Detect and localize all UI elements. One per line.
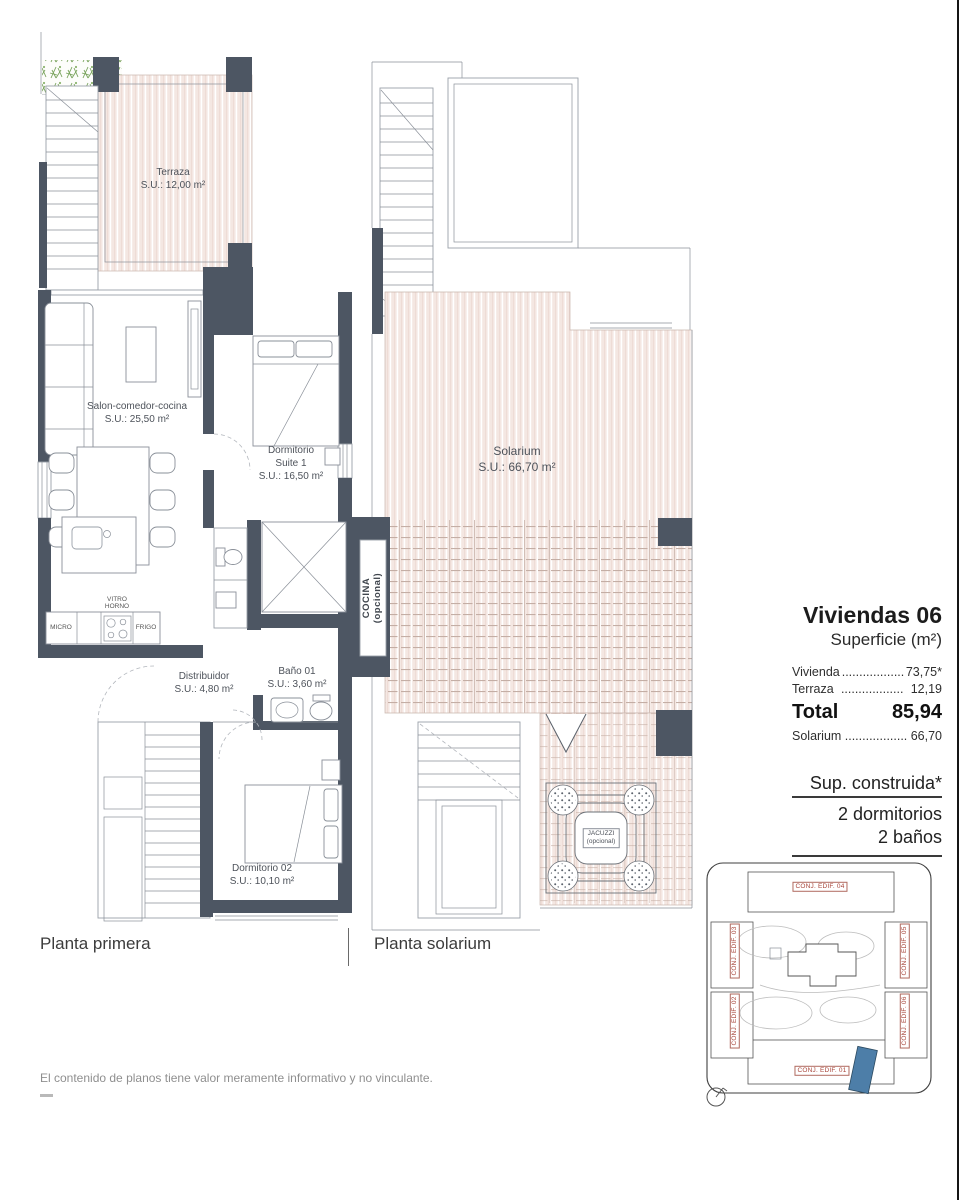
row-value: 12,19: [910, 682, 942, 697]
wall-segment: [200, 722, 213, 917]
surface-row-solarium: [792, 728, 942, 745]
window: [38, 462, 51, 518]
surface-row-terraza: [792, 681, 942, 698]
toilet-bowl: [310, 702, 332, 720]
wall-segment: [203, 267, 253, 335]
wall-segment: [658, 518, 692, 546]
info-panel: [792, 603, 942, 857]
dining-chair: [49, 453, 74, 473]
nightstand: [325, 448, 340, 465]
surface-table: [792, 664, 942, 698]
unit-title: Viviendas 06: [803, 602, 942, 628]
row-value: 66,70: [910, 729, 942, 744]
stairs-top: [46, 86, 98, 290]
room-label-dormitorio02: [230, 862, 294, 888]
surface-row-vivienda: [792, 664, 942, 681]
unit-subtitle: Superficie (m²): [830, 630, 942, 650]
row-value: 73,75*: [905, 665, 942, 680]
door-arc: [214, 434, 250, 470]
site-label-edif-03: CONJ. EDIF. 03: [730, 923, 740, 978]
void-opening: [448, 78, 578, 248]
room-label-terraza: [141, 166, 205, 192]
row-dots: ..................: [840, 682, 904, 697]
wall-segment: [38, 645, 203, 658]
room-area: S.U.: 10,10 m²: [229, 876, 295, 887]
kitchen-sink: [72, 527, 102, 549]
room-label-suite: [259, 444, 323, 483]
room-label-bano01: [268, 665, 327, 691]
disclaimer-dash: [40, 1094, 53, 1097]
room-name: Distribuidor: [178, 671, 230, 682]
built-summary: [792, 773, 942, 857]
window: [51, 290, 203, 295]
room-name: Salon-comedor-cocina: [86, 401, 188, 412]
wall-segment: [656, 710, 692, 756]
surface-total-row: [792, 701, 942, 724]
room-label-salon: [87, 400, 187, 426]
room-name: Baño 01: [278, 666, 316, 677]
room-area: S.U.: 16,50 m²: [258, 471, 324, 482]
jacuzzi-seat-dots: [627, 864, 652, 889]
jacuzzi-seat-dots: [551, 864, 576, 889]
pillow: [324, 789, 338, 821]
room-label-cocina-opcional: COCINA (opcional): [361, 572, 383, 624]
jacuzzi-seat-dots: [627, 788, 652, 813]
window-lines: [215, 916, 338, 920]
caption-divider: [348, 928, 349, 966]
pillow: [324, 826, 338, 858]
site-label-edif-04: CONJ. EDIF. 04: [792, 882, 847, 892]
appliance-label-frigo: FRIGO: [135, 624, 157, 631]
door-arc: [219, 722, 256, 759]
stairs-bottom: [98, 722, 210, 918]
wall-segment: [228, 243, 252, 271]
room-label-solarium: [478, 444, 555, 475]
disclaimer-text: El contenido de planos tiene valor meramente informativo y no vinculante.: [40, 1071, 433, 1085]
room-area: S.U.: 25,50 m²: [104, 414, 170, 425]
row-label: Vivienda: [792, 665, 840, 680]
room-label-jacuzzi: JACUZZI (opcional): [583, 828, 620, 848]
row-dots: ..................: [844, 729, 908, 744]
wall-segment: [39, 162, 47, 288]
wall-segment: [203, 470, 214, 528]
stairs-top: [380, 88, 433, 316]
wall-segment: [247, 520, 261, 630]
tv-unit: [188, 301, 201, 397]
site-label-edif-06: CONJ. EDIF. 06: [900, 993, 910, 1048]
room-area: S.U.: 3,60 m²: [267, 679, 327, 690]
built-title: Sup. construida*: [792, 773, 942, 798]
wall-segment: [213, 900, 352, 913]
appliance-label-vitro: VITRO HORNO: [104, 596, 130, 611]
nightstand: [322, 760, 340, 780]
ensuite: [214, 528, 247, 628]
row-label: Terraza: [792, 682, 834, 697]
dining-chair: [150, 453, 175, 473]
room-name: Suite 1: [275, 458, 307, 469]
pillow: [258, 341, 294, 357]
caption-planta-primera: Planta primera: [40, 934, 151, 953]
bedrooms-count: 2 dormitorios: [837, 803, 942, 824]
wall-segment: [226, 57, 252, 92]
wall-segment: [253, 614, 350, 628]
dining-chair: [150, 527, 175, 547]
room-name: Dormitorio: [267, 445, 315, 456]
row-dots: ..................: [841, 665, 904, 680]
toilet-tank: [313, 695, 330, 701]
site-label-edif-01: CONJ. EDIF. 01: [794, 1066, 849, 1076]
site-label-edif-02: CONJ. EDIF. 02: [730, 993, 740, 1048]
total-value: 85,94: [891, 701, 942, 724]
sofa: [45, 303, 93, 455]
surface-table-solarium: [792, 728, 942, 745]
dining-chair: [150, 490, 175, 510]
jacuzzi-seat-dots: [551, 788, 576, 813]
row-label: Solarium: [792, 729, 842, 744]
stairs-bottom: [418, 722, 520, 918]
room-name: Solarium: [493, 444, 541, 458]
coffee-table: [126, 327, 156, 382]
room-area: S.U.: 12,00 m²: [140, 180, 206, 191]
room-area: S.U.: 4,80 m²: [174, 684, 234, 695]
site-label-edif-05: CONJ. EDIF. 05: [900, 923, 910, 978]
door-arc: [98, 666, 154, 722]
wall-segment: [372, 228, 383, 334]
pergola-grid: [385, 520, 692, 713]
baths-count: 2 baños: [792, 827, 942, 857]
wall-segment: [203, 335, 214, 434]
dining-chair: [49, 490, 74, 510]
sheet-right-border: [957, 0, 959, 1200]
room-area: S.U.: 66,70 m²: [478, 459, 556, 474]
toilet-bowl: [224, 550, 242, 565]
room-label-distribuidor: [175, 670, 234, 696]
room-name: Dormitorio 02: [231, 863, 293, 874]
ensuite-sink: [216, 592, 236, 608]
plan-solarium: [350, 62, 692, 930]
caption-planta-solarium: Planta solarium: [374, 934, 492, 953]
boundary-line: [578, 248, 690, 330]
wall-segment: [338, 292, 352, 444]
room-name: Terraza: [156, 167, 190, 178]
appliance-label-micro: MICRO: [50, 624, 72, 631]
total-label: Total: [792, 701, 839, 724]
pillow: [296, 341, 332, 357]
